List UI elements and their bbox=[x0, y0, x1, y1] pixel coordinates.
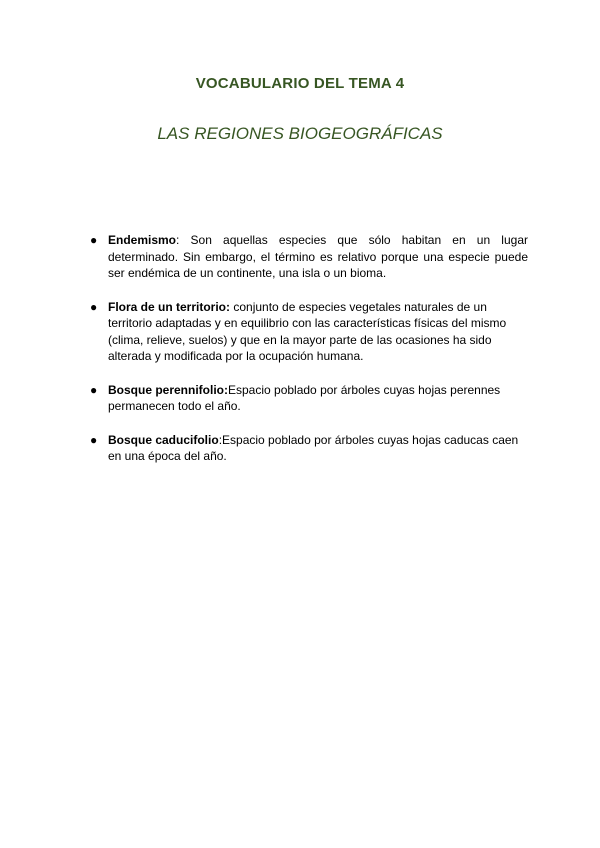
term-name: Endemismo bbox=[108, 233, 177, 247]
document-title: VOCABULARIO DEL TEMA 4 bbox=[195, 75, 405, 92]
vocabulary-list bbox=[90, 232, 528, 482]
vocabulary-item-endemismo bbox=[90, 232, 528, 282]
document-subtitle: LAS REGIONES BIOGEOGRÁFICAS bbox=[157, 124, 443, 143]
term-name: Bosque caducifolio bbox=[108, 432, 219, 447]
vocabulary-item-flora bbox=[90, 299, 528, 365]
term-definition: Espacio poblado por árboles cuyas hojas perennes permanecen todo el año. bbox=[108, 382, 501, 413]
vocabulary-item-bosque-caducifolio bbox=[90, 432, 528, 465]
term-name: Flora de un territorio: bbox=[108, 299, 231, 314]
bullet-icon: ● bbox=[90, 299, 98, 314]
term-definition: :Espacio poblado por árboles cuyas hojas caducas caen en una época del año. bbox=[108, 432, 519, 463]
term-definition: : Son aquellas especies que sólo habitan en un lugar determinado. Sin embargo, el término es relativo porque una especie puede ser endémica de un continente, una isla o un bioma. bbox=[108, 233, 528, 280]
vocabulary-item-bosque-perennifolio bbox=[90, 382, 528, 415]
bullet-icon: ● bbox=[90, 382, 98, 397]
term-name: Bosque perennifolio: bbox=[108, 382, 228, 397]
term-definition: conjunto de especies vegetales naturales de un territorio adaptadas y en equilibrio con las características físicas del mismo (clima, relieve, suelos) y que en la mayor parte de las ocasiones ha sido alterada y modificada por la ocupación humana. bbox=[108, 299, 507, 363]
bullet-icon: ● bbox=[90, 432, 98, 447]
bullet-icon: ● bbox=[90, 233, 98, 247]
